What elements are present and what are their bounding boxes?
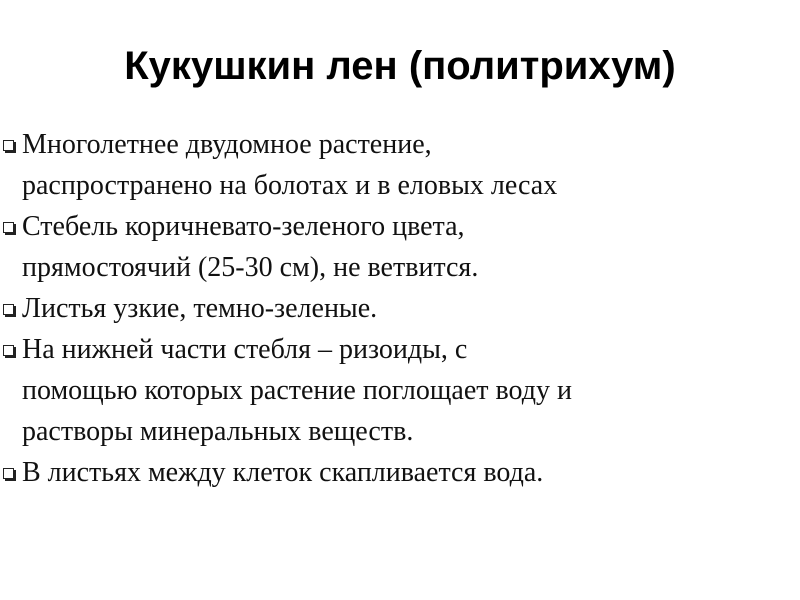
- bullet-text-line: Листья узкие, темно-зеленые.: [22, 293, 378, 324]
- bullet-text-line: помощью которых растение поглощает воду и: [22, 375, 572, 406]
- bullet-item: [0, 452, 790, 493]
- bullet-text-line: распространено на болотах и в еловых лесах: [22, 170, 558, 201]
- square-bullet-icon: [3, 140, 14, 151]
- square-bullet-icon: [3, 345, 14, 356]
- bullet-item: [0, 124, 790, 206]
- bullet-text-line: Многолетнее двудомное растение,: [22, 129, 432, 160]
- square-bullet-icon: [3, 304, 14, 315]
- bullet-item: [0, 329, 790, 452]
- bullet-text-line: В листьях между клеток скапливается вода.: [22, 457, 544, 488]
- bullet-text-line: На нижней части стебля – ризоиды, с: [22, 334, 468, 365]
- bullet-text-line: растворы минеральных веществ.: [22, 416, 414, 447]
- square-bullet-icon: [3, 468, 14, 479]
- square-bullet-icon: [3, 222, 14, 233]
- bullet-item: [0, 288, 790, 329]
- bullet-text-line: Стебель коричневато-зеленого цвета,: [22, 211, 465, 242]
- slide-title: Кукушкин лен (политрихум): [124, 44, 676, 88]
- bullet-list: [0, 124, 790, 493]
- bullet-text-line: прямостоячий (25-30 см), не ветвится.: [22, 252, 479, 283]
- bullet-item: [0, 206, 790, 288]
